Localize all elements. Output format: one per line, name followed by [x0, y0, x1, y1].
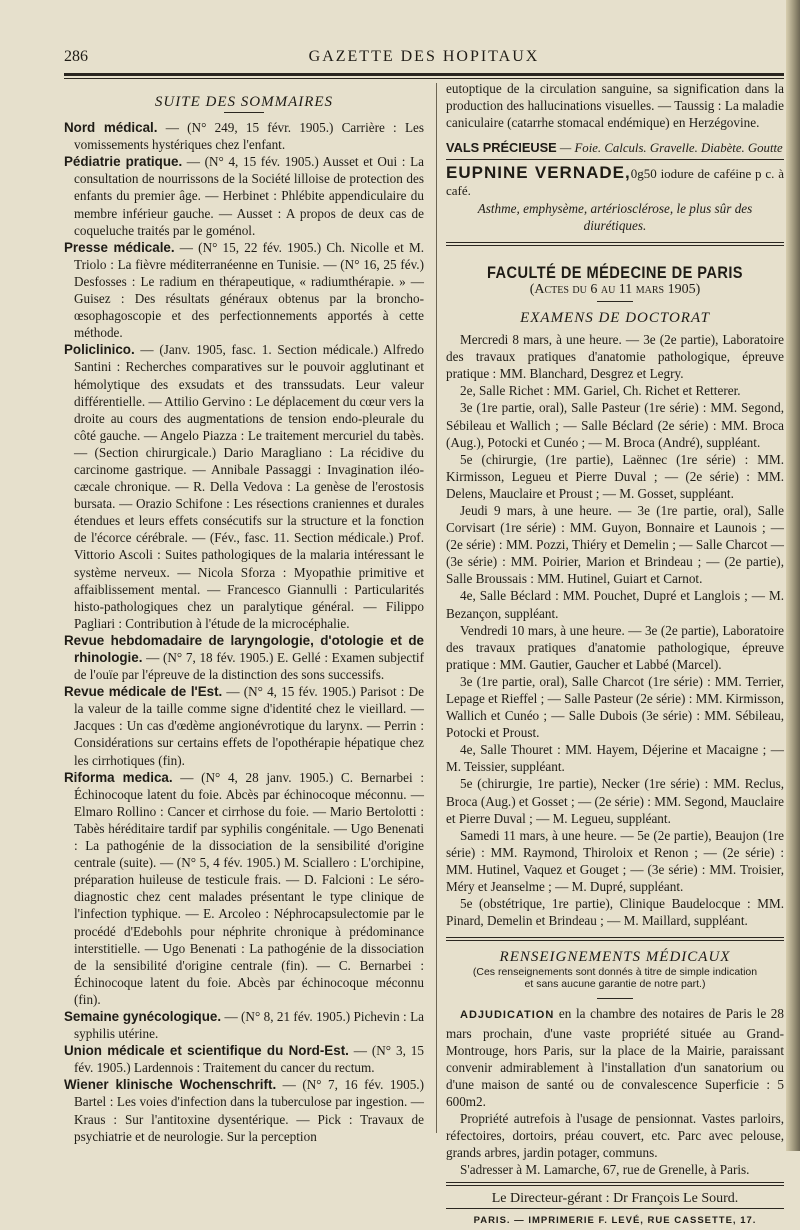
entry-text: — (N° 4, 15 fév. 1905.) Ausset et Oui : La consultation de nourrissons de la Société lilloise de protection des enfants du premier âge. — Herbinet : Phlébite appendiculaire du membre inférieur gauche. — Ausset : A propos de deux cas de coqueluche traités par le goménol.	[74, 154, 424, 238]
exam-paragraph: Samedi 11 mars, à une heure. — 5e (2e partie), Beaujon (1re série) : MM. Raymond, Thiroloix et Renon ; — (2e série) : MM. Hutinel, Vaquez et Gouget ; — (3e série) : MM. Troisier, Méry et Jeanselme ; — M. Dupré, suppléant.	[446, 827, 784, 895]
journal-name: Revue médicale de l'Est.	[64, 684, 223, 700]
exam-paragraph: 3e (1re partie, oral), Salle Charcot (1re série) : MM. Terrier, Lepage et Rieffel ; — Salle Pasteur (2e série) : MM. Kirmisson, Wallich et Cunéo ; — Salle Dubois (3e série) : MM. Sébileau, Potocki et Proust.	[446, 673, 784, 741]
entry-text: — (N° 3, 15 fév. 1905.) Lardennois : Traitement du cancer du rectum.	[74, 1043, 424, 1076]
eupnine-name: EUPNINE VERNADE,	[446, 163, 631, 183]
renseignements-note-line2: et sans aucune garantie de notre part.)	[524, 978, 706, 991]
summary-entry	[64, 153, 424, 238]
journal-title: GAZETTE DES HOPITAUX	[308, 48, 540, 65]
summary-entry	[64, 1042, 424, 1076]
eupnine-ad	[446, 164, 784, 199]
column-divider	[436, 83, 437, 1133]
right-column	[446, 80, 784, 1230]
exam-paragraph: 4e, Salle Thouret : MM. Hayem, Déjerine et Macaigne ; — M. Teissier, suppléant.	[446, 742, 784, 775]
entry-text: — (N° 249, 15 févr. 1905.) Carrière : Les vomissements hystériques chez l'enfant.	[74, 120, 424, 153]
continuation-text: eutoptique de la circulation sanguine, sa signification dans la production des hallucinations visuelles. — Taussig : La maladie caniculaire (catarrhe stomacal endémique) en Herzégovine.	[446, 81, 784, 131]
faculty-rule	[597, 301, 633, 302]
footer-rule	[446, 1182, 784, 1186]
exam-paragraph: 2e, Salle Richet : MM. Gariel, Ch. Richet et Retterer.	[460, 383, 741, 399]
entry-text: — (N° 7, 18 fév. 1905.) E. Gellé : Examen subjectif de l'ouïe par l'épreuve de la distinction des sons successifs.	[74, 650, 424, 683]
faculty-title: FACULTÉ DE MÉDECINE DE PARIS	[486, 262, 743, 282]
exam-paragraph: Jeudi 9 mars, à une heure. — 3e (1re partie, oral), Salle Corvisart (1re série) : MM. Guyon, Bonnaire et Launois ; — (2e série) : MM. Pozzi, Thiéry et Demelin ; — Salle Charcot — (3e série) : MM. Poirier, Marion et Brindeau ; — (2e partie), Salle Broussais : MM. Hutinel, Guiart et Carnot.	[446, 502, 784, 587]
header-rule	[64, 73, 784, 76]
journal-name: Presse médicale.	[64, 239, 175, 255]
entry-text: — (N° 15, 22 fév. 1905.) Ch. Nicolle et M. Triolo : La fièvre méditerranéenne en Tunisie. — (N° 16, 25 fév.) Desfosses : Le radium en thérapeutique, « radiumthérapie. » — Guisez : Des résultats généraux obtenus par la broncho-œsophagoscopie et des perfectionnements apportés à cette méthode.	[74, 239, 424, 341]
entry-text: — (Janv. 1905, fasc. 1. Section médicale.) Alfredo Santini : Recherches comparatives sur le pouvoir agglutinant et hémolytique des exsudats et des transsudats. Leur valeur différentielle. — Attilio Gervino : Le déplacement du cœur vers la droite au cours des augmentations de tension endo-pleurale du côté gauche. — Angelo Piazza : Le traitement mercuriel du tabès. — (Section chirurgicale.) Dario Maragliano : La récidive du carcinome gastrique. — Annibale Passaggi : Invagination iléo-cæcale chronique. — R. Della Vedova : La genèse de l'erostosis bursata. — Orazio Schifone : Les résections craniennes et durales étendues et leurs effets consécutifs sur la structure et la fonction de l'écorce cérébrale. — (Fév., fasc. 11. Section médicale.) Prof. Vittorio Ascoli : Suites pathologiques de la malaria intéressant le système nerveux. — Nicola Sforza : Myopathie primitive et affaiblissement mental. — Francesco Giannulli : Particularités histo-pathologiques chez un paralytique général. — Filippo Pagliari : Contribution à l'étude de la microcéphalie.	[74, 342, 424, 631]
page-number: 286	[64, 48, 88, 65]
exams-list	[446, 331, 784, 929]
adjudication-label: ADJUDICATION	[460, 1009, 555, 1022]
gerant-rule	[446, 1208, 784, 1209]
ad-rule	[446, 159, 784, 160]
header-rule-thin	[64, 78, 784, 79]
renseignements-note	[446, 966, 784, 990]
renseignements-note-line1: (Ces renseignements sont donnés à titre de simple indication	[472, 966, 758, 979]
vals-ad	[446, 139, 784, 157]
summary-entry	[64, 769, 424, 1008]
page-header	[64, 48, 784, 70]
faculty-subtitle: (Actes du 6 au 11 mars 1905)	[529, 281, 701, 297]
exam-paragraph: 5e (chirurgie, (1re partie), Laënnec (1re série) : MM. Kirmisson, Legueu et Pierre Duval ; — (2e série) : MM. Delens, Mauclaire et Proust ; — M. Gosset, suppléant.	[446, 451, 784, 501]
entry-text: — (N° 8, 21 fév. 1905.) Pichevin : La syphilis utérine.	[74, 1008, 424, 1042]
adjudication-text: en la chambre des notaires de Paris le 28 mars prochain, d'une vaste propriété située au Grand-Montrouge, hors Paris, sur la place de la Mairie, paraissant convenir admirablement à l'installation d'un sanatorium ou d'une maison de santé ou de convalescence Superficie : 5 600m2.	[446, 1006, 784, 1109]
summary-entry	[64, 239, 424, 342]
eupnine-text: 0g50 iodure de caféine p c. à café.	[446, 166, 785, 199]
section-double-rule	[446, 937, 784, 941]
summary-entry	[64, 1008, 424, 1042]
exam-paragraph: 4e, Salle Béclard : MM. Pouchet, Dupré et Langlois ; — M. Bezançon, suppléant.	[446, 588, 784, 621]
summary-entry	[64, 119, 424, 153]
ad-double-rule	[446, 242, 784, 246]
exam-paragraph: 3e (1re partie, oral), Salle Pasteur (1re série) : MM. Segond, Sébileau et Wallich ; — Salle Béclard (2e série) : MM. Broca (Aug.), Potocki et Cunéo ; — M. Broca (André), suppléant.	[446, 400, 784, 450]
eupnine-indications: Asthme, emphysème, artériosclérose, le plus sûr des diurétiques.	[477, 200, 753, 233]
renseignements-title: RENSEIGNEMENTS MÉDICAUX	[499, 949, 731, 966]
gerant-line: Le Directeur-gérant : Dr François Le Sourd.	[491, 1191, 739, 1207]
journal-name: Semaine gynécologique.	[64, 1008, 222, 1024]
summaries-list	[64, 119, 424, 1145]
journal-name: Revue hebdomadaire de laryngologie, d'otologie et de rhinologie.	[64, 632, 424, 665]
summary-entry	[64, 683, 424, 768]
summaries-title: SUITE DES SOMMAIRES	[154, 94, 334, 110]
summary-entry	[64, 632, 424, 683]
entry-text: — (N° 4, 15 fév. 1905.) Parisot : De la valeur de la taille comme signe d'identité chez le vieillard. — Jacques : Un cas d'œdème angionévrotique du larynx. — Perrin : Considérations sur certains effets de l'opothérapie hépatique chez les cirrhotiques (fin).	[74, 684, 424, 768]
journal-name: Wiener klinische Wochenschrift.	[64, 1077, 277, 1093]
left-column	[64, 90, 424, 1145]
exam-paragraph: Vendredi 10 mars, à une heure. — 3e (2e partie), Laboratoire des travaux pratiques d'anatomie pathologique, épreuve pratique : MM. Gautier, Gaucher et Labbé (Marcel).	[446, 622, 784, 672]
summary-entry	[64, 341, 424, 632]
summaries-title-rule	[224, 112, 264, 113]
page-edge-shadow	[786, 0, 800, 1151]
entry-text: — (N° 7, 16 fév. 1905.) Bartel : Les voies d'infection dans la tuberculose par ingestion. — Kraus : Sur l'antitoxine dysentérique. — Pick : Travaux de psychiatrie et de neurologie. Sur la perception	[74, 1077, 424, 1144]
vals-text: — Foie. Calculs. Gravelle. Diabète. Goutte	[556, 141, 783, 156]
imprimerie-line: PARIS. — IMPRIMERIE F. LEVÉ, RUE CASSETTE, 17.	[473, 1215, 757, 1227]
entry-text: — (N° 4, 28 janv. 1905.) C. Bernarbei : Échinocoque latent du foie. Abcès par échinocoque méconnu. — Elmaro Rollino : Cancer et cirrhose du foie. — Mario Bertolotti : Tabès héréditaire tardif par syphilis congénitale. — Ugo Benenati : La pathogénie de la dissociation de la sensibilité d'origine centrale (suite). — (N° 5, 4 fév. 1905.) M. Sciallero : L'orchipine, préparation huileuse de testicule frais. — D. Falcioni : Le séro-diagnostic chez cent malades présentant le type clinique de l'infection typhique. — E. Arcoleo : Néphrocapsulectomie par le procédé d'Edebohls pour néphrite chronique à prédominance interstitielle. — Ugo Benenati : La pathogénie de la dissociation de la sensibilité d'origine centrale (fin). — C. Bernarbei : Échinocoque latent du foie. Abcès par échinocoque méconnu (fin).	[74, 769, 424, 1007]
summary-entry	[64, 1076, 424, 1144]
journal-name: Union médicale et scientifique du Nord-Est.	[64, 1043, 349, 1059]
exam-paragraph: 5e (obstétrique, 1re partie), Clinique Baudelocque : MM. Pinard, Demelin et Brindeau ; — M. Maillard, suppléant.	[446, 896, 784, 929]
journal-name: Nord médical.	[64, 120, 158, 136]
exam-paragraph: 5e (chirurgie, 1re partie), Necker (1re série) : MM. Reclus, Broca (Aug.) et Gosset ; — (2e série) : MM. Segond, Mauclaire et Pierre Duval ; — M. Legueu, suppléant.	[446, 776, 784, 826]
exams-title: EXAMENS DE DOCTORAT	[520, 309, 710, 326]
vals-label: VALS PRÉCIEUSE	[446, 140, 557, 156]
adjudication-paragraph	[446, 1005, 784, 1110]
renseignements-rule	[597, 998, 633, 999]
contact-paragraph: S'adresser à M. Lamarche, 67, rue de Grenelle, à Paris.	[460, 1162, 750, 1178]
journal-name: Policlinico.	[64, 342, 135, 358]
property-paragraph: Propriété autrefois à l'usage de pensionnat. Vastes parloirs, réfectoires, dortoirs, préau couvert, etc. Parc avec pelouse, grands arbres, jardin potager, communs.	[446, 1110, 784, 1161]
exam-paragraph: Mercredi 8 mars, à une heure. — 3e (2e partie), Laboratoire des travaux pratiques d'anatomie pathologique, épreuve pratique : MM. Blanchard, Desgrez et Legry.	[446, 332, 784, 382]
journal-name: Pédiatrie pratique.	[64, 154, 183, 170]
journal-name: Riforma medica.	[64, 769, 173, 785]
